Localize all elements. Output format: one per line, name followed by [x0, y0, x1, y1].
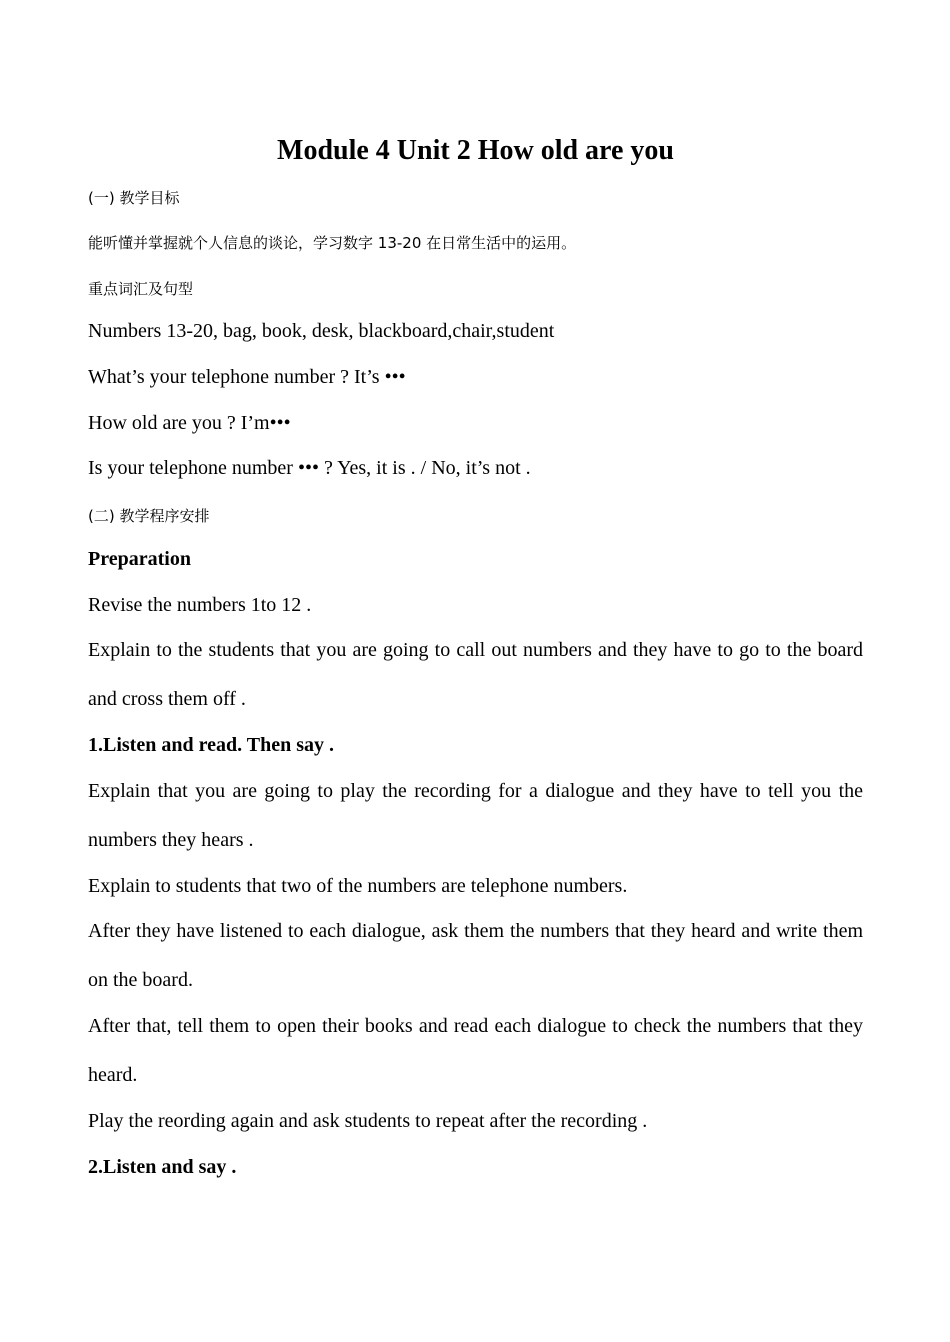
objective-text: 能听懂并掌握就个人信息的谈论，学习数字 13-20 在日常生活中的运用。: [88, 234, 577, 252]
step1-line-5: Play the reording again and ask students to repeat after the recording .: [88, 1110, 648, 1132]
step1-paragraph-3: After they have listened to each dialogue, ask them the numbers that they heard and write them on the board.: [88, 920, 863, 991]
sentence-pattern-1: What’s your telephone number ? It’s •••: [88, 366, 406, 388]
preparation-line-1: Revise the numbers 1to 12 .: [88, 594, 312, 616]
sentence-pattern-3: Is your telephone number ••• ? Yes, it is . / No, it’s not .: [88, 457, 531, 479]
key-points-heading: 重点词汇及句型: [88, 280, 194, 298]
document-title: Module 4 Unit 2 How old are you: [277, 135, 674, 166]
vocabulary-line: Numbers 13-20, bag, book, desk, blackboard,chair,student: [88, 320, 555, 342]
step1-line-2: Explain to students that two of the numbers are telephone numbers.: [88, 875, 628, 897]
sentence-pattern-2: How old are you ? I’m•••: [88, 412, 291, 434]
step1-paragraph-4: After that, tell them to open their books and read each dialogue to check the numbers that they heard.: [88, 1015, 863, 1086]
step1-paragraph-1: Explain that you are going to play the recording for a dialogue and they have to tell you the numbers they hears .: [88, 780, 863, 851]
step1-heading: 1.Listen and read. Then say .: [88, 734, 334, 756]
preparation-heading: Preparation: [88, 548, 191, 570]
step2-heading: 2.Listen and say .: [88, 1156, 237, 1178]
preparation-paragraph: Explain to the students that you are going to call out numbers and they have to go to the board and cross them off .: [88, 639, 863, 710]
section-heading-procedure: (二) 教学程序安排: [88, 507, 210, 525]
section-heading-objectives: (一) 教学目标: [88, 189, 180, 207]
